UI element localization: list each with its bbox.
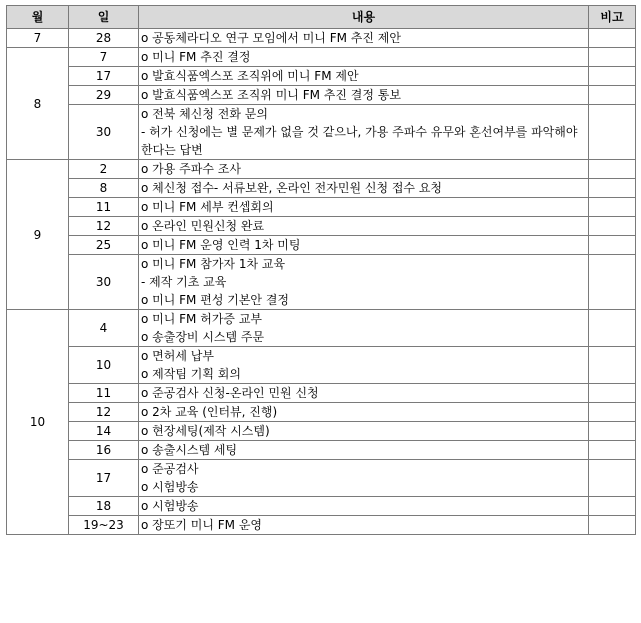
table-row — [7, 67, 636, 86]
day-cell: 11 — [69, 384, 139, 403]
content-cell — [139, 460, 589, 497]
note-cell — [589, 29, 636, 48]
content-line: o 미니 FM 허가증 교부 — [141, 312, 263, 326]
content-line: o 장또기 미니 FM 운영 — [141, 518, 263, 532]
content-line: o 준공검사 — [141, 462, 199, 476]
table-row — [7, 460, 636, 497]
day-cell: 10 — [69, 347, 139, 384]
content-line: o 발효식품엑스포 조직위 미니 FM 추진 결정 통보 — [141, 88, 401, 102]
schedule-table-container — [6, 5, 636, 535]
day-cell: 12 — [69, 217, 139, 236]
content-line: o 전북 체신청 전화 문의 — [141, 107, 268, 121]
table-row — [7, 384, 636, 403]
content-cell — [139, 105, 589, 160]
content-line: o 공동체라디오 연구 모임에서 미니 FM 추진 제안 — [141, 31, 401, 45]
content-line: o 현장세팅(제작 시스템) — [141, 424, 270, 438]
header-day: 일 — [69, 6, 139, 29]
note-cell — [589, 422, 636, 441]
note-cell — [589, 160, 636, 179]
header-month: 월 — [7, 6, 69, 29]
day-cell: 30 — [69, 255, 139, 310]
day-cell: 30 — [69, 105, 139, 160]
table-row — [7, 516, 636, 535]
content-cell — [139, 403, 589, 422]
content-cell — [139, 160, 589, 179]
content-line: o 발효식품엑스포 조직위에 미니 FM 제안 — [141, 69, 359, 83]
content-cell — [139, 384, 589, 403]
content-line: o 미니 FM 참가자 1차 교육 — [141, 257, 286, 271]
content-cell — [139, 441, 589, 460]
table-row — [7, 310, 636, 347]
note-cell — [589, 255, 636, 310]
table-row — [7, 29, 636, 48]
day-cell: 16 — [69, 441, 139, 460]
table-row — [7, 236, 636, 255]
table-row — [7, 441, 636, 460]
note-cell — [589, 236, 636, 255]
content-line: o 시험방송 — [141, 480, 199, 494]
note-cell — [589, 217, 636, 236]
note-cell — [589, 105, 636, 160]
day-cell: 25 — [69, 236, 139, 255]
header-row — [7, 6, 636, 29]
header-content: 내용 — [139, 6, 589, 29]
content-line: o 가용 주파수 조사 — [141, 162, 241, 176]
day-cell: 14 — [69, 422, 139, 441]
table-row — [7, 217, 636, 236]
table-row — [7, 198, 636, 217]
day-cell: 4 — [69, 310, 139, 347]
schedule-body — [7, 29, 636, 535]
content-cell — [139, 86, 589, 105]
note-cell — [589, 198, 636, 217]
content-cell — [139, 310, 589, 347]
content-cell — [139, 67, 589, 86]
day-cell: 8 — [69, 179, 139, 198]
content-line: o 면허세 납부 — [141, 349, 214, 363]
table-row — [7, 179, 636, 198]
note-cell — [589, 86, 636, 105]
table-row — [7, 403, 636, 422]
day-cell: 17 — [69, 460, 139, 497]
day-cell: 11 — [69, 198, 139, 217]
content-line: o 시험방송 — [141, 499, 199, 513]
note-cell — [589, 179, 636, 198]
note-cell — [589, 403, 636, 422]
content-cell — [139, 179, 589, 198]
note-cell — [589, 497, 636, 516]
header-note: 비고 — [589, 6, 636, 29]
content-cell — [139, 198, 589, 217]
day-cell: 17 — [69, 67, 139, 86]
note-cell — [589, 310, 636, 347]
schedule-table — [6, 5, 636, 535]
content-line: o 온라인 민원신청 완료 — [141, 219, 265, 233]
day-cell: 28 — [69, 29, 139, 48]
day-cell: 18 — [69, 497, 139, 516]
table-row — [7, 86, 636, 105]
month-cell: 10 — [7, 310, 69, 535]
table-row — [7, 255, 636, 310]
content-line: o 송출장비 시스템 주문 — [141, 330, 265, 344]
content-cell — [139, 422, 589, 441]
content-line: o 미니 FM 운영 인력 1차 미팅 — [141, 238, 301, 252]
note-cell — [589, 516, 636, 535]
note-cell — [589, 460, 636, 497]
content-line: - 제작 기초 교육 — [141, 275, 227, 289]
content-line: o 체신청 접수- 서류보완, 온라인 전자민원 신청 접수 요청 — [141, 181, 443, 195]
table-row — [7, 422, 636, 441]
table-row — [7, 347, 636, 384]
content-cell — [139, 516, 589, 535]
content-line: o 준공검사 신청-온라인 민원 신청 — [141, 386, 319, 400]
month-cell: 7 — [7, 29, 69, 48]
content-cell — [139, 48, 589, 67]
note-cell — [589, 347, 636, 384]
content-cell — [139, 29, 589, 48]
content-line: o 미니 FM 추진 결정 — [141, 50, 251, 64]
content-line: o 미니 FM 세부 컨셉회의 — [141, 200, 274, 214]
day-cell: 7 — [69, 48, 139, 67]
content-cell — [139, 236, 589, 255]
content-line: o 송출시스템 세팅 — [141, 443, 238, 457]
day-cell: 12 — [69, 403, 139, 422]
content-cell — [139, 497, 589, 516]
content-line: o 제작팀 기획 회의 — [141, 367, 241, 381]
note-cell — [589, 48, 636, 67]
content-line: - 허가 신청에는 별 문제가 없을 것 같으나, 가용 주파수 유무와 혼선여부를 파악해야 한다는 답변 — [141, 125, 578, 157]
table-row — [7, 105, 636, 160]
note-cell — [589, 441, 636, 460]
note-cell — [589, 384, 636, 403]
content-line: o 미니 FM 편성 기본안 결정 — [141, 293, 289, 307]
content-cell — [139, 347, 589, 384]
day-cell: 2 — [69, 160, 139, 179]
table-row — [7, 497, 636, 516]
table-row — [7, 160, 636, 179]
content-line: o 2차 교육 (인터뷰, 진행) — [141, 405, 278, 419]
content-cell — [139, 255, 589, 310]
note-cell — [589, 67, 636, 86]
table-row — [7, 48, 636, 67]
month-cell: 8 — [7, 48, 69, 160]
content-cell — [139, 217, 589, 236]
month-cell: 9 — [7, 160, 69, 310]
day-cell: 29 — [69, 86, 139, 105]
day-cell: 19~23 — [69, 516, 139, 535]
